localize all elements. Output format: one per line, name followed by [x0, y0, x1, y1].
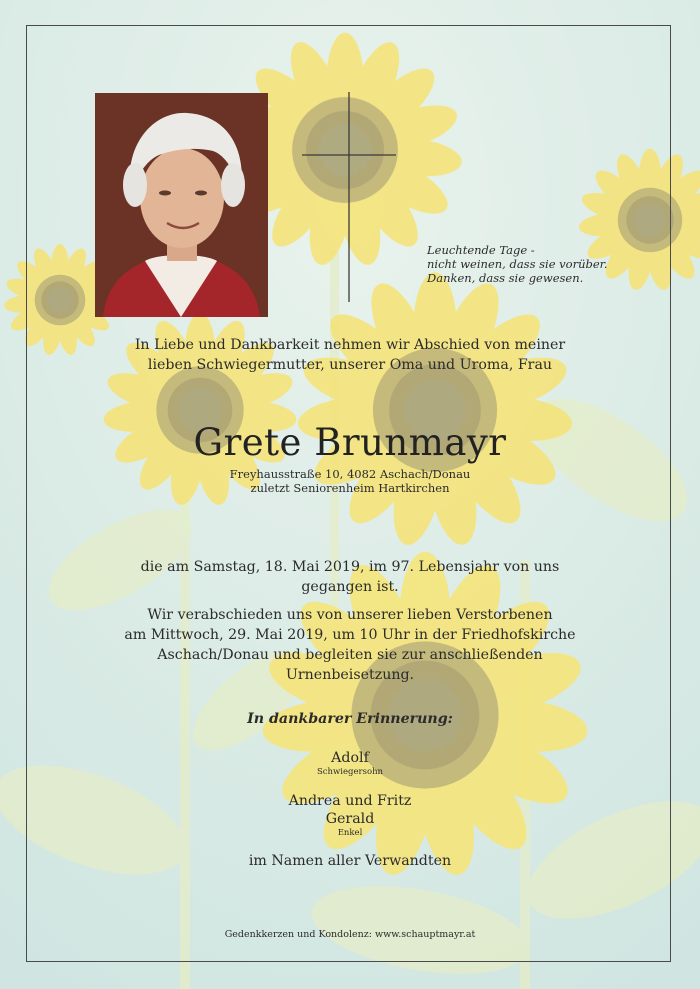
mourner-group — [0, 792, 700, 838]
death-line: gegangen ist. — [301, 579, 399, 595]
portrait-photo — [95, 93, 268, 317]
intro-line: In Liebe und Dankbarkeit nehmen wir Abschied von meiner — [134, 337, 566, 353]
deceased-name: Grete Brunmayr — [193, 421, 507, 464]
mourner-relation: Schwiegersohn — [316, 767, 384, 777]
deceased-address — [0, 467, 700, 495]
mourner-name: Andrea und Fritz — [288, 793, 412, 809]
mourner-group — [0, 749, 700, 777]
mourner-relation: Enkel — [337, 828, 363, 838]
death-line: die am Samstag, 18. Mai 2019, im 97. Lebensjahr von uns — [140, 559, 560, 575]
poem-line: nicht weinen, dass sie vorüber. — [427, 257, 608, 271]
cross-icon — [298, 92, 398, 302]
poem-line: Leuchtende Tage - — [427, 243, 535, 257]
funeral-line: Aschach/Donau und begleiten sie zur anschließenden — [157, 647, 543, 663]
mourner-name: Gerald — [325, 811, 375, 827]
family-line: im Namen aller Verwandten — [248, 853, 452, 869]
footer-condolence: Gedenkkerzen und Kondolenz: www.schauptmayr.at — [224, 929, 476, 940]
funeral-details — [0, 605, 700, 685]
poem — [427, 243, 657, 285]
intro-text — [0, 335, 700, 375]
funeral-line: Wir verabschieden uns von unserer lieben Verstorbenen — [147, 607, 553, 623]
address-line: Freyhausstraße 10, 4082 Aschach/Donau — [229, 467, 471, 481]
death-notice — [0, 557, 700, 597]
poem-line: Danken, dass sie gewesen. — [427, 271, 584, 285]
funeral-line: am Mittwoch, 29. Mai 2019, um 10 Uhr in der Friedhofskirche — [124, 627, 576, 643]
gratitude-heading: In dankbarer Erinnerung: — [247, 711, 453, 727]
funeral-line: Urnenbeisetzung. — [285, 667, 415, 683]
intro-line: lieben Schwiegermutter, unserer Oma und Uroma, Frau — [147, 357, 553, 373]
address-line: zuletzt Seniorenheim Hartkirchen — [250, 481, 450, 495]
mourner-name: Adolf — [331, 750, 369, 766]
